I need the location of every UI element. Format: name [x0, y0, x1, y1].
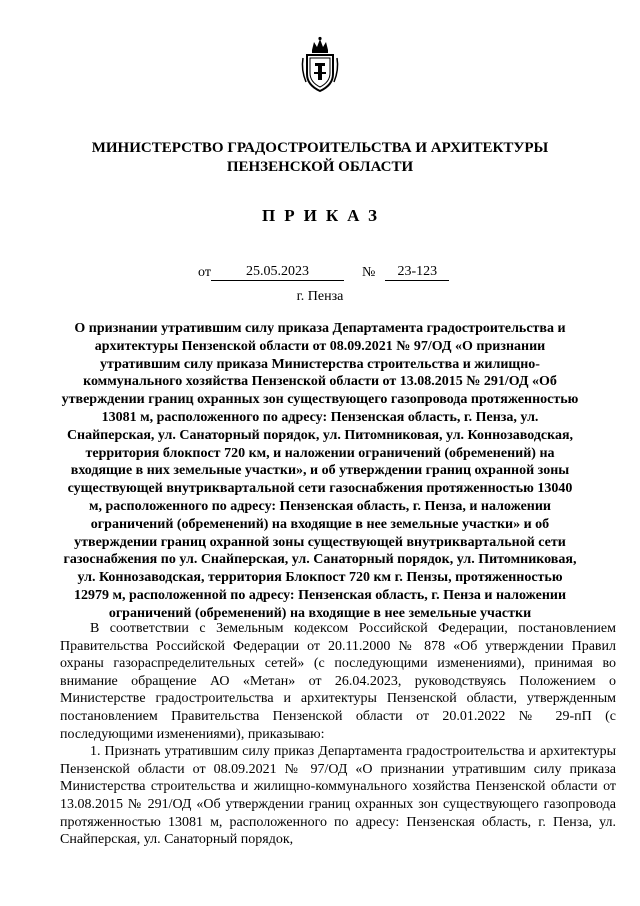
city: г. Пенза [296, 289, 344, 304]
date-prefix: от [198, 265, 211, 280]
ministry-name [0, 139, 640, 177]
document-number: 23-123 [385, 264, 449, 281]
body-paragraph-preamble: В соответствии с Земельным кодексом Российской Федерации, постановлением Правительства Российской Федерации от 20.11.2000 № 878 «Об утверждении Правил охраны газораспределительных сетей» (с последующими изменениями), принимая во внимание обращение АО «Метан» от 26.04.2023, руководствуясь Положением о Министерстве градостроительства и архитектуры Пензенской области, утвержденным постановлением Правительства Пензенской области от 20.01.2022 № 29-пП (с последующими изменениями), приказываю: [60, 621, 616, 742]
document-heading: О признании утратившим силу приказа Департамента градостроительства и архитектуры Пензенской области от 08.09.2021 № 97/ОД «О признании утратившим силу приказа Министерства строительства и жилищно-коммунального хозяйства Пензенской области от 13.08.2015 № 291/ОД «Об утверждении границ охранных зон существующего газопровода протяженностью 13081 м, расположенного по адресу: Пензенская область, г. Пенза, ул. Снайперская, ул. Санаторный порядок, ул. Питомниковая, ул. Коннозаводская, территория блокпост 720 км, и наложении ограничений (обременений) на входящие в них земельные участки», и об утверждении границ охранной зоны существующей внутриквартальной сети газоснабжения протяженностью 13040 м, расположенного по адресу: Пензенская область, г. Пенза, и наложении ограничений (обременений) на входящие в нее земельные участки» и об утверждении границ охранной зоны существующей внутриквартальной сети газоснабжения по ул. Снайперская, ул. Санаторный порядок, ул. Питомниковая, ул. Коннозаводская, территория Блокпост 720 км г. Пензы, протяженностью 12979 м, расположенной по адресу: Пензенская область, г. Пенза и наложении ограничений (обременений) на входящие в нее земельные участки [61, 321, 579, 621]
body-paragraph-item-1: 1. Признать утратившим силу приказ Департамента градостроительства и архитектуры Пензенской области от 08.09.2021 № 97/ОД «О признании утратившим силу приказа Министерства строительства и жилищно-коммунального хозяйства Пензенской области от 13.08.2015 № 291/ОД «Об утверждении границ охранных зон существующего газопровода протяженностью 13081 м, расположенного по адресу: Пензенская область, г. Пенза, ул. Снайперская, ул. Санаторный порядок, [60, 744, 616, 848]
document-body [60, 620, 616, 849]
document-type-title: ПРИКАЗ [262, 206, 386, 225]
ministry-name-line2: ПЕНЗЕНСКОЙ ОБЛАСТИ [226, 159, 414, 175]
date-number-line [198, 264, 449, 282]
coat-of-arms-emblem [300, 36, 340, 94]
document-date: 25.05.2023 [211, 264, 344, 281]
ministry-name-line1: МИНИСТЕРСТВО ГРАДОСТРОИТЕЛЬСТВА И АРХИТЕКТУРЫ [91, 140, 549, 156]
number-sign: № [361, 265, 376, 280]
